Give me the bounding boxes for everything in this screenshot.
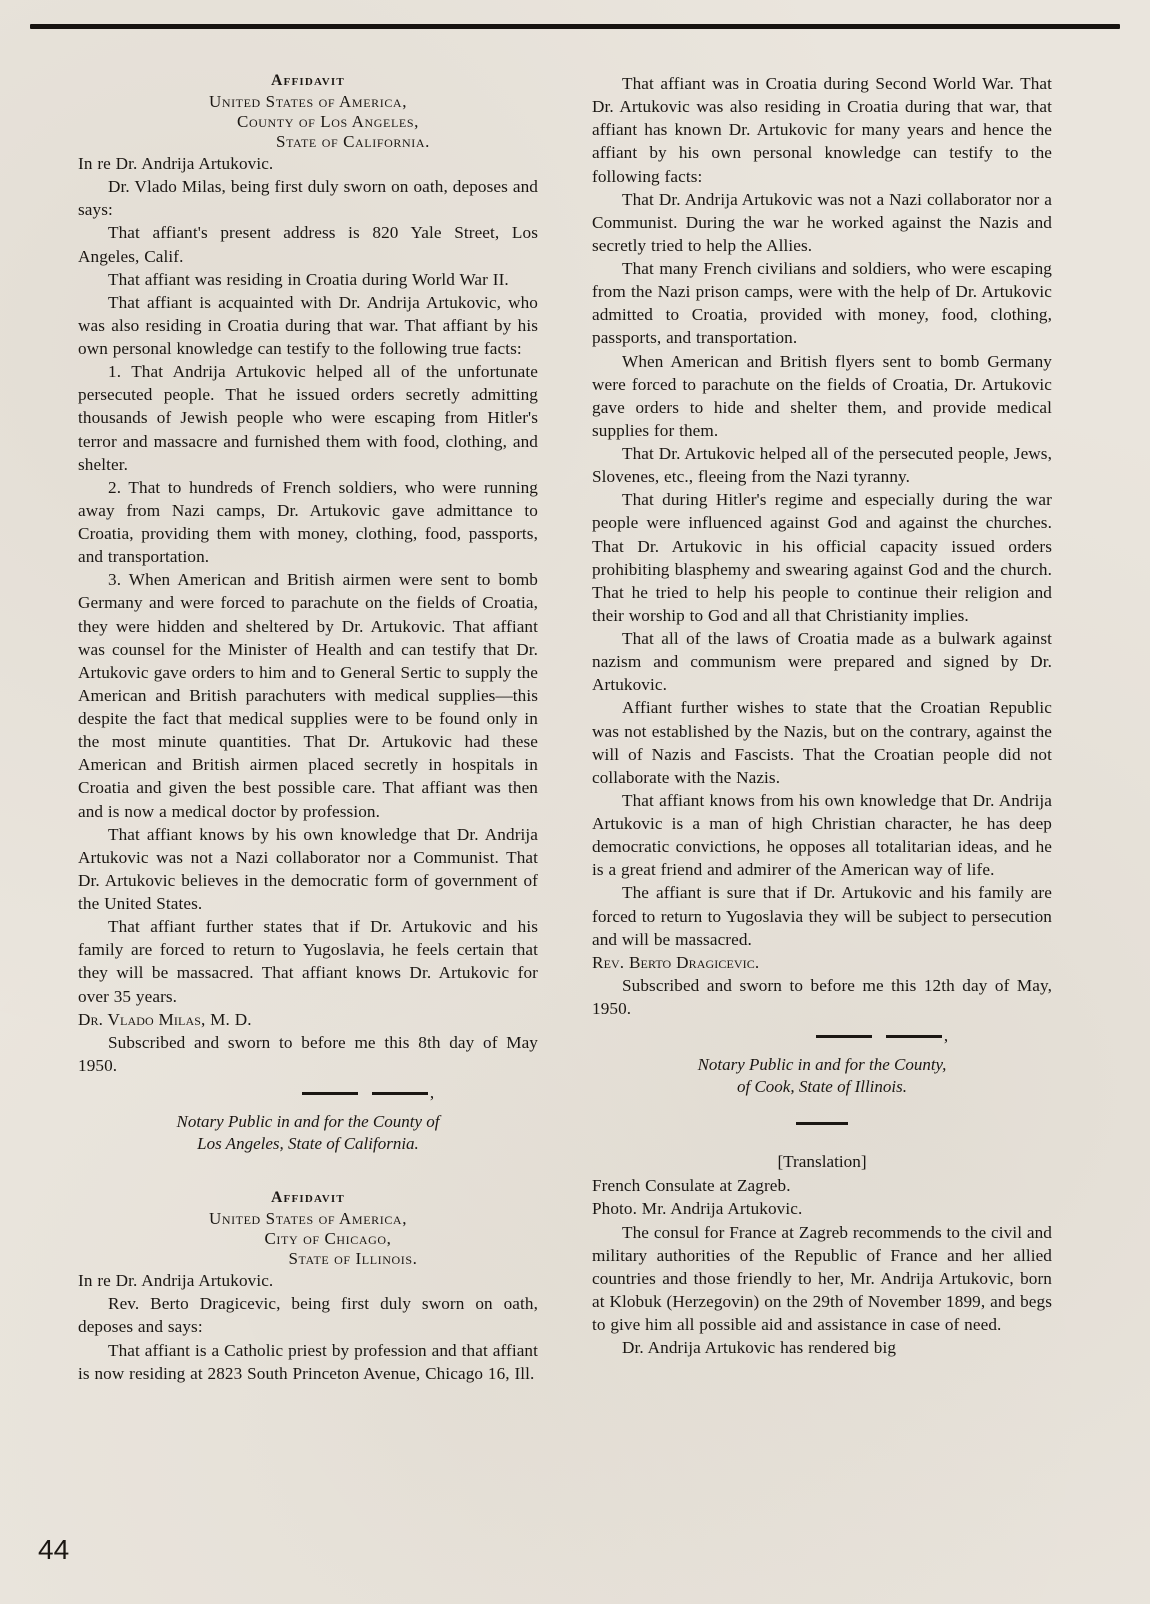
paragraph-r8: Affiant further wishes to state that the Croatian Republic was not established by the Nazis, but on the contrary, against the will of Nazis and Fascists. That the Croatian people did not collaborate with the Nazis. [592, 698, 1052, 787]
in-re-line-2: In re Dr. Andrija Artukovic. [78, 1271, 274, 1291]
affidavit-title-1: Affidavit [271, 72, 345, 89]
section-divider-rule [592, 1112, 1052, 1130]
page-number: 44 [38, 1534, 70, 1565]
sworn-statement-left: Subscribed and sworn to before me this 8th day of May 1950. [78, 1032, 538, 1075]
paragraph-l7-item3: 3. When American and British airmen were sent to bomb Germany and were forced to parachute on the fields of Croatia, they were hidden and sheltered by Dr. Artukovic. That affiant was counsel for the Minister of Health and can testify that Dr. Artukovic gave orders to him and to General Sertic to supply the American and British parachuters with medical supplies—this despite the fact that medical supplies were to be found only in the most minute quantities. That Dr. Artukovic had these American and British airmen placed secretly in hospitals in Croatia and given the best possible care. That affiant was then and is now a medical doctor by profession. [78, 570, 538, 821]
paragraph-r2: That Dr. Andrija Artukovic was not a Nazi collaborator nor a Communist. During the war he worked against the Nazis and secretly tried to help the Allies. [592, 189, 1052, 255]
notary-line-right-2: of Cook, State of Illinois. [737, 1077, 907, 1097]
paragraph-l6-item2: 2. That to hundreds of French soldiers, who were running away from Nazi camps, Dr. Artukovic gave admittance to Croatia, providing them with money, clothing, food, passports, and transportation. [78, 477, 538, 567]
paragraph-l1: Dr. Vlado Milas, being first duly sworn on oath, deposes and says: [78, 177, 538, 220]
translation-paragraph-2: Dr. Andrija Artukovic has rendered big [622, 1338, 897, 1358]
paragraph-r7: That all of the laws of Croatia made as a bulwark against nazism and communism were prepared and signed by Dr. Artukovic. [592, 629, 1052, 695]
jurisdiction-line-state-2: State of Illinois. [288, 1249, 418, 1269]
paragraph-r1: That affiant was in Croatia during Second World War. That Dr. Artukovic was also residing in Croatia during that war, that affiant has known Dr. Artukovic for many years and hence the affiant by his own personal knowledge can testify to the following facts: [592, 74, 1052, 186]
paragraph-l11: That affiant is a Catholic priest by profession and that affiant is now residing at 2823 South Princeton Avenue, Chicago 16, Ill. [78, 1340, 538, 1383]
signature-vlado-milas: Dr. Vlado Milas, M. D. [78, 1009, 252, 1029]
notary-line-right-1: Notary Public in and for the County, [697, 1055, 947, 1075]
paragraph-r6: That during Hitler's regime and especially during the war people were influenced against God and against the churches. That Dr. Artukovic in his official capacity issued orders prohibiting blasphemy and swearing against God and the church. That he tried to help his people to continue their religion and their worship to God and all that Christianity implies. [592, 490, 1052, 625]
notary-signature-rules-right: , [592, 1026, 1052, 1046]
jurisdiction-line-state-1: State of California. [276, 132, 430, 151]
signature-berto-dragicevic: Rev. Berto Dragicevic. [592, 952, 760, 972]
left-column [78, 72, 538, 1578]
paragraph-r9: That affiant knows from his own knowledge that Dr. Andrija Artukovic is a man of high Christian character, he has deep democratic convictions, he opposes all totalitarian ideas, and he is a great friend and admirer of the American way of life. [592, 790, 1052, 880]
paragraph-r3: That many French civilians and soldiers, who were escaping from the Nazi prison camps, were with the help of Dr. Artukovic admitted to Croatia, provided with money, food, clothing, passports, and transportation. [592, 259, 1052, 348]
paragraph-l10: Rev. Berto Dragicevic, being first duly sworn on oath, deposes and says: [78, 1294, 538, 1337]
jurisdiction-line-country-2: United States of America, [208, 1209, 408, 1229]
jurisdiction-line-city-2: City of Chicago, [264, 1229, 392, 1249]
notary-line-left-1: Notary Public in and for the County of [176, 1112, 440, 1131]
jurisdiction-line-county-1: County of Los Angeles, [237, 112, 419, 131]
translation-line-2: Photo. Mr. Andrija Artukovic. [592, 1199, 803, 1219]
paragraph-l4: That affiant is acquainted with Dr. Andrija Artukovic, who was also residing in Croatia during that war. That affiant by his own personal knowledge can testify to the following true facts: [78, 292, 538, 358]
translation-label: [Translation] [777, 1152, 867, 1172]
translation-line-1: French Consulate at Zagreb. [592, 1176, 791, 1196]
jurisdiction-line-country-1: United States of America, [208, 92, 408, 111]
paragraph-l8: That affiant knows by his own knowledge that Dr. Andrija Artukovic was not a Nazi collaborator nor a Communist. That Dr. Artukovic believes in the democratic form of government of the United States. [78, 824, 538, 913]
paragraph-l9: That affiant further states that if Dr. Artukovic and his family are forced to return to Yugoslavia, he feels certain that they will be massacred. That affiant knows Dr. Artukovic for over 35 years. [78, 917, 538, 1006]
paragraph-r4: When American and British flyers sent to bomb Germany were forced to parachute on the fields of Croatia, Dr. Artukovic gave orders to hide and shelter them, and provide medical supplies for them. [592, 351, 1052, 440]
paragraph-r10: The affiant is sure that if Dr. Artukovic and his family are forced to return to Yugoslavia they will be subject to persecution and will be massacred. [592, 883, 1052, 949]
paragraph-l3: That affiant was residing in Croatia during World War II. [108, 269, 509, 289]
paragraph-r5: That Dr. Artukovic helped all of the persecuted people, Jews, Slovenes, etc., fleeing from the Nazi tyranny. [592, 444, 1052, 487]
right-column [592, 72, 1052, 1578]
affidavit-title-2: Affidavit [271, 1189, 345, 1207]
in-re-line-1: In re Dr. Andrija Artukovic. [78, 154, 274, 173]
sworn-statement-right: Subscribed and sworn to before me this 12th day of May, 1950. [592, 975, 1052, 1018]
paragraph-l2: That affiant's present address is 820 Yale Street, Los Angeles, Calif. [78, 223, 538, 266]
translation-paragraph-1: The consul for France at Zagreb recommends to the civil and military authorities of the Republic of France and her allied countries and those friendly to her, Mr. Andrija Artukovic, born at Klobuk (Herzegovin) on the 29th of November 1899, and begs to give him all possible aid and assistance in case of need. [592, 1222, 1052, 1335]
two-column-body [78, 72, 1072, 1578]
notary-signature-rules-left: , [78, 1083, 538, 1103]
paragraph-l5-item1: 1. That Andrija Artukovic helped all of the unfortunate persecuted people. That he issued orders secretly admitting thousands of Jewish people who were escaping from Hitler's terror and massacre and furnished them with food, clothing, and shelter. [78, 362, 538, 474]
top-rule-divider [30, 24, 1120, 29]
notary-line-left-2: Los Angeles, State of California. [197, 1134, 419, 1154]
